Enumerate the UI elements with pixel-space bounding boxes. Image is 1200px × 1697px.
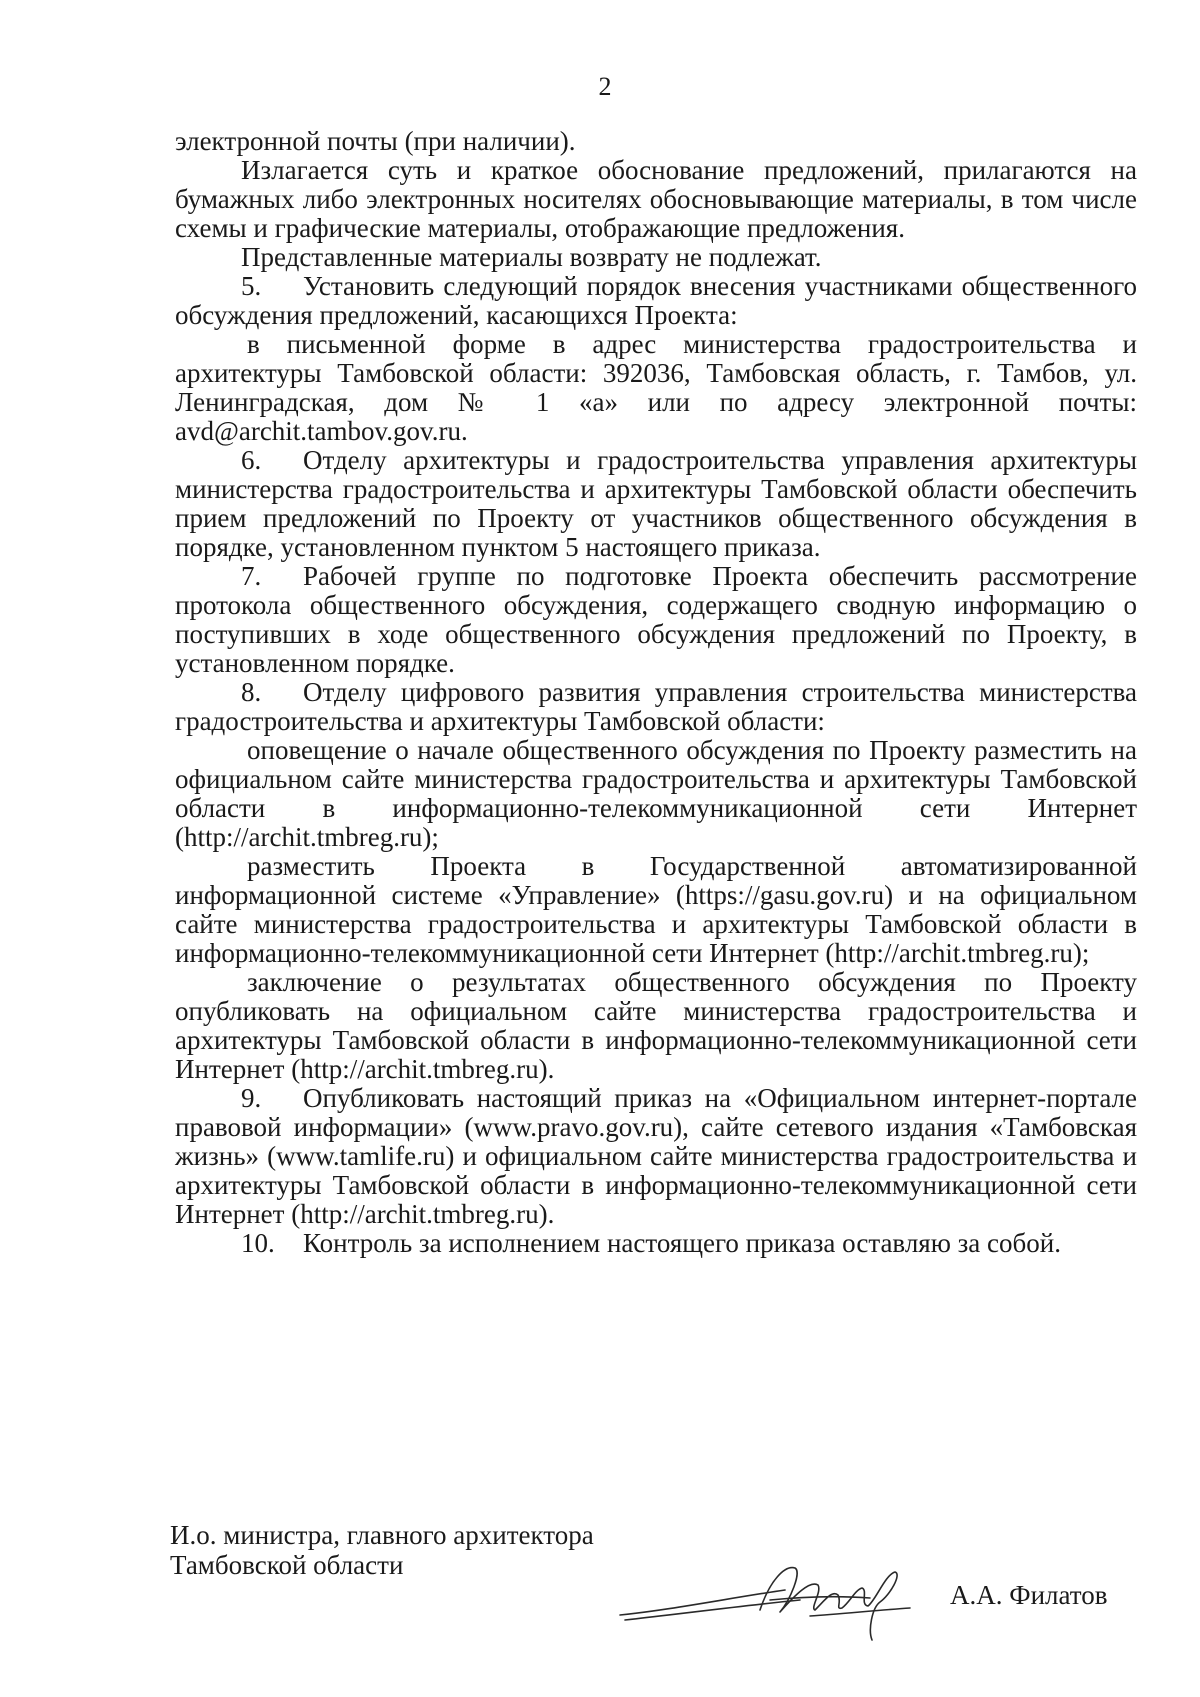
paragraph-conclusion: заключение о результатах общественного обсуждения по Проекту опубликовать на официальном сайте министерства градостроительства и архитектуры Тамбовской области в информационно-телекоммуникационной сети Интернет (http://archit.tmbreg.ru).	[175, 967, 1137, 1084]
signatory-name: А.А. Филатов	[950, 1580, 1108, 1610]
clause-number: 10.	[241, 1228, 275, 1258]
clause-text: Контроль за исполнением настоящего приказа оставляю за собой.	[303, 1228, 1061, 1258]
clause-number: 6.	[241, 445, 262, 475]
clause-5	[175, 272, 1137, 330]
clause-8	[175, 678, 1137, 736]
page-number: 2	[598, 72, 612, 101]
position-line-2: Тамбовской области	[170, 1550, 404, 1580]
paragraph-materials-not-returned: Представленные материалы возврату не подлежат.	[241, 242, 822, 272]
clause-number: 7.	[241, 561, 262, 591]
clause-text: Отделу архитектуры и градостроительства управления архитектуры министерства градостроительства и архитектуры Тамбовской области обеспечить прием предложений по Проекту от участников общественного обсуждения в порядке, установленном пунктом 5 настоящего приказа.	[175, 445, 1137, 562]
clause-text: Отделу цифрового развития управления строительства министерства градостроительства и архитектуры Тамбовской области:	[175, 677, 1137, 736]
clause-text: Опубликовать настоящий приказ на «Официальном интернет-портале правовой информации» (www.pravo.gov.ru), сайте сетевого издания «Тамбовская жизнь» (www.tamlife.ru) и официальном сайте министерства градостроительства и архитектуры Тамбовской области в информационно-телекоммуникационной сети Интернет (http://archit.tmbreg.ru).	[175, 1083, 1137, 1229]
handwritten-signature	[610, 1540, 940, 1650]
clause-number: 5.	[241, 271, 262, 301]
paragraph-proposals-essence: Излагается суть и краткое обоснование предложений, прилагаются на бумажных либо электронных носителях обосновывающие материалы, в том числе схемы и графические материалы, отображающие предложения.	[175, 155, 1137, 243]
position-line-1: И.о. министра, главного архитектора	[170, 1520, 594, 1550]
document-body	[175, 127, 1137, 1258]
clause-10	[175, 1229, 1137, 1258]
clause-text: Рабочей группе по подготовке Проекта обеспечить рассмотрение протокола общественного обсуждения, содержащего сводную информацию о поступивших в ходе общественного обсуждения предложений по Проекту, в установленном порядке.	[175, 561, 1137, 678]
clause-7	[175, 562, 1137, 678]
paragraph-place-project: разместить Проекта в Государственной автоматизированной информационной системе «Управление» (https://gasu.gov.ru) и на официальном сайте министерства градостроительства и архитектуры Тамбовской области в информационно-телекоммуникационной сети Интернет (http://archit.tmbreg.ru);	[175, 851, 1137, 968]
clause-text: Установить следующий порядок внесения участниками общественного обсуждения предложений, касающихся Проекта:	[175, 271, 1137, 330]
clause-number: 9.	[241, 1083, 262, 1113]
paragraph-email-tail: электронной почты (при наличии).	[175, 126, 576, 156]
paragraph-written-form: в письменной форме в адрес министерства градостроительства и архитектуры Тамбовской области: 392036, Тамбовская область, г. Тамбов, ул. Ленинградская, дом № 1 «а» или по адресу электронной почты: avd@archit.tambov.gov.ru.	[175, 329, 1137, 446]
paragraph-notification: оповещение о начале общественного обсуждения по Проекту разместить на официальном сайте министерства градостроительства и архитектуры Тамбовской области в информационно-телекоммуникационной сети Интернет (http://archit.tmbreg.ru);	[175, 735, 1137, 852]
signatory-position	[170, 1520, 594, 1580]
clause-6	[175, 446, 1137, 562]
clause-number: 8.	[241, 677, 262, 707]
clause-9	[175, 1084, 1137, 1229]
